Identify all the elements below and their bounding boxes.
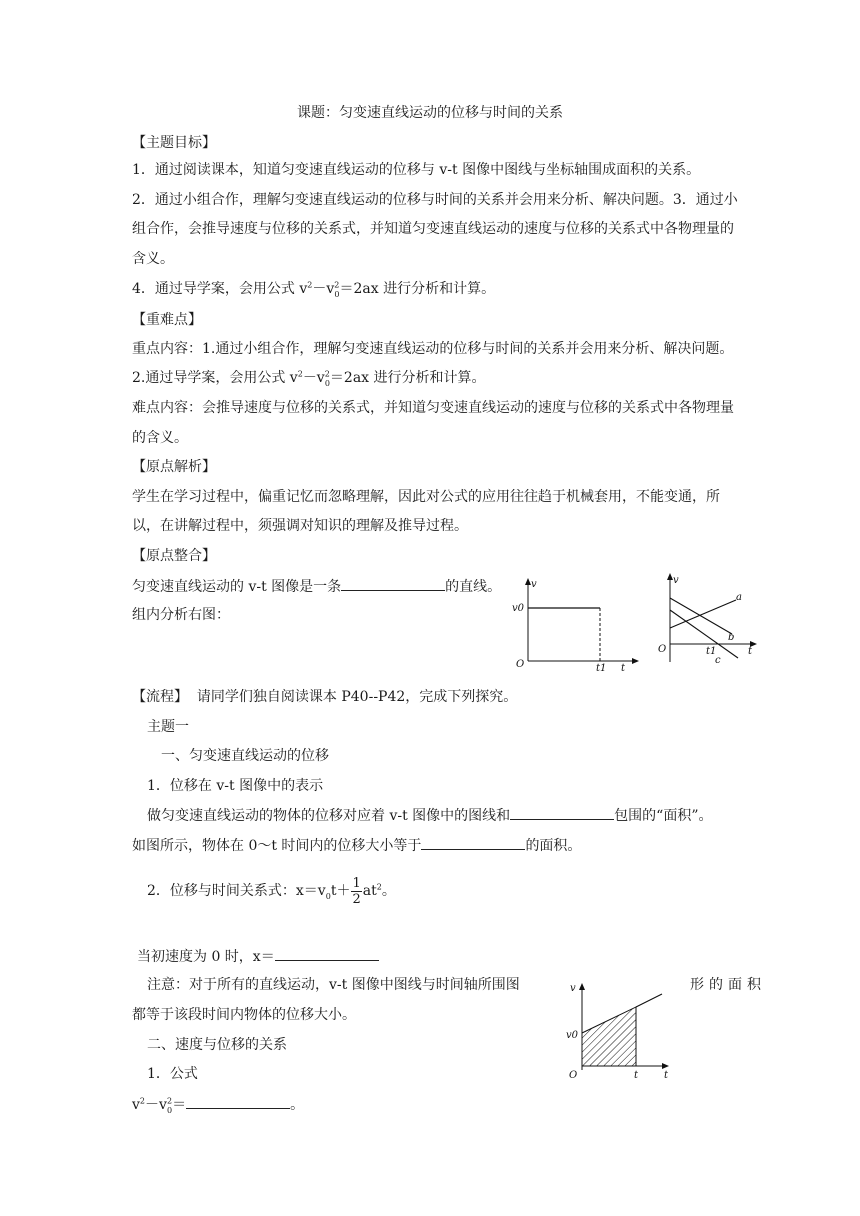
displacement-time-formula: 2．位移与时间关系式：$x=v_0t+$ $\frac{1}{2}$ $at^2$。 <box>147 875 396 907</box>
graph1-t1-label: t1 <box>596 663 607 673</box>
hard-point-line-2: 的含义。 <box>132 430 188 446</box>
analysis-line-1: 学生在学习过程中，偏重记忆而忽略理解，因此对公式的应用往往趋于机械套用，不能变通，所 <box>132 489 720 505</box>
note-line-2: 都等于该段时间内物体的位移大小。 <box>132 1007 356 1023</box>
vt-graph-constant-velocity <box>508 575 642 673</box>
graph3-t-mark-label: t <box>634 1070 639 1081</box>
page-title: 课题：匀变速直线运动的位移与时间的关系 <box>297 105 563 121</box>
key-point-1: 重点内容：1.通过小组合作，理解匀变速直线运动的位移与时间的关系并会用来分析、解决问题。 <box>132 341 734 357</box>
graph3-t-axis-label: t <box>664 1070 669 1081</box>
formula-heading: 1．公式 <box>147 1066 198 1082</box>
graph1-t-label: t <box>621 663 626 673</box>
goal-item-2-line-2: 组合作，会推导速度与位移的关系式，并知道匀变速直线运动的速度与位移的关系式中各物理量的 <box>132 221 734 237</box>
note-line-1: 注意：对于所有的直线运动，v-t 图像中图线与时间轴所围图 <box>147 977 520 993</box>
graph3-v0-label: v0 <box>566 1030 579 1041</box>
goal-item-4: 4．通过导学案，会用公式 $v^2-v^2_0=2ax$ 进行分析和计算。 <box>132 280 496 299</box>
answer-blank[interactable] <box>275 946 379 961</box>
graph2-t-label: t <box>748 646 753 657</box>
velocity-displacement-formula: $v^2-v^2_0=$ 。 <box>132 1094 304 1115</box>
goals-header: 【主题目标】 <box>132 135 216 151</box>
answer-blank[interactable] <box>421 835 525 850</box>
vt-graph-shaded-area <box>564 978 674 1084</box>
theme-1-label: 主题一 <box>147 719 189 735</box>
graph1-origin-label: O <box>516 659 525 670</box>
integration-line-1: 匀变速直线运动的 v-t 图像是一条 的直线。 <box>132 576 501 597</box>
analysis-header: 【原点解析】 <box>132 459 216 475</box>
answer-blank[interactable] <box>341 576 445 591</box>
vt-graph-three-lines <box>652 572 760 668</box>
graph2-t1-label: t1 <box>706 646 717 657</box>
subsection-1-heading: 1．位移在 v-t 图像中的表示 <box>147 778 324 794</box>
goal-item-1: 1．通过阅读课本，知道匀变速直线运动的位移与 v-t 图像中图线与坐标轴围成面积的关系。 <box>132 162 701 178</box>
graph1-v-label: v <box>531 579 537 590</box>
graph2-v-label: v <box>673 575 679 586</box>
note-line-1-right: 形的面积 <box>690 977 766 993</box>
graph2-line-b-label: b <box>728 632 735 643</box>
hard-point-line-1: 难点内容：会推导速度与位移的关系式，并知道匀变速直线运动的速度与位移的关系式中各物理量 <box>132 400 734 416</box>
graph3-v-label: v <box>570 983 576 994</box>
analysis-line-2: 以，在讲解过程中，须强调对知识的理解及推导过程。 <box>132 518 468 534</box>
graph2-line-a-label: a <box>736 592 742 603</box>
integration-header: 【原点整合】 <box>132 548 216 564</box>
section-2-heading: 二、速度与位移的关系 <box>147 1037 287 1053</box>
goal-item-2-line-3: 含义。 <box>132 251 174 267</box>
graph1-v0-label: v0 <box>512 603 525 614</box>
graph2-origin-label: O <box>658 644 667 655</box>
difficulty-header: 【重难点】 <box>132 312 202 328</box>
fraction-one-half: $\frac{1}{2}$ <box>352 875 361 907</box>
key-point-2: 2.通过导学案，会用公式 $v^2-v^2_0=2ax$ 进行分析和计算。 <box>132 369 486 388</box>
subsection-1-line-2: 如图所示，物体在 0～t 时间内的位移大小等于 的面积。 <box>132 835 581 856</box>
graph2-line-c-label: c <box>715 655 721 666</box>
zero-initial-velocity-line: 当初速度为 0 时，x＝ <box>137 946 379 967</box>
integration-line-2: 组内分析右图： <box>132 607 230 623</box>
subsection-1-line-1: 做匀变速直线运动的物体的位移对应着 v-t 图像中的图线和 包围的“面积”。 <box>147 805 713 826</box>
section-1-heading: 一、匀变速直线运动的位移 <box>161 748 329 764</box>
answer-blank[interactable] <box>186 1094 290 1109</box>
answer-blank[interactable] <box>510 805 614 820</box>
graph3-origin-label: O <box>569 1070 578 1081</box>
process-line: 【流程】 请同学们独自阅读课本 P40--P42，完成下列探究。 <box>132 689 518 705</box>
goal-item-2-line-1: 2．通过小组合作，理解匀变速直线运动的位移与时间的关系并会用来分析、解决问题。3．通过小 <box>132 192 738 208</box>
